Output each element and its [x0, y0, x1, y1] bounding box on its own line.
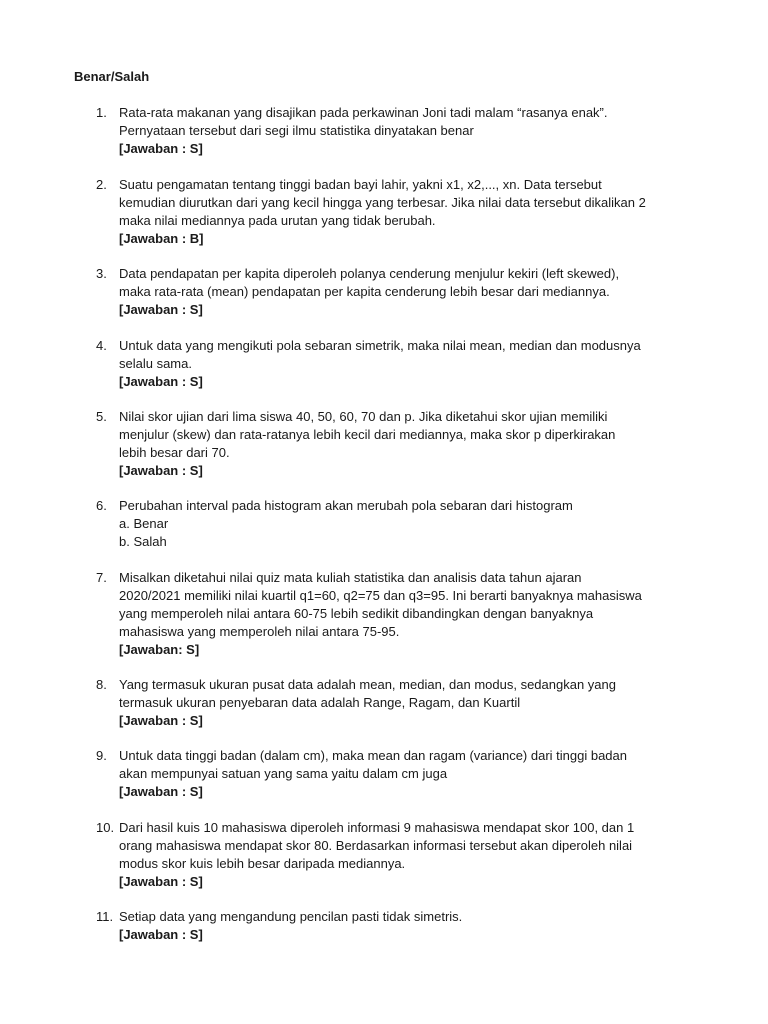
question-text-line: yang memperoleh nilai antara 60-75 lebih sedikit dibandingkan dengan banyaknya [119, 606, 594, 621]
question-text-line: 2020/2021 memiliki nilai kuartil q1=60, q2=75 dan q3=95. Ini berarti banyaknya mahasiswa [119, 588, 642, 603]
question-item [96, 408, 706, 480]
question-text-line: modus skor kuis lebih besar daripada mediannya. [119, 856, 406, 871]
question-text-line: maka rata-rata (mean) pendapatan per kapita cenderung lebih besar dari mediannya. [119, 284, 610, 299]
question-body [119, 569, 706, 659]
question-body [119, 676, 706, 730]
answer-label: [Jawaban : S] [119, 927, 203, 942]
answer-label: [Jawaban : S] [119, 784, 203, 799]
question-text-line: Data pendapatan per kapita diperoleh polanya cenderung menjulur kekiri (left skewed), [119, 266, 620, 281]
question-item [96, 747, 706, 801]
question-body [119, 104, 706, 158]
question-text-line: b. Salah [119, 534, 167, 549]
question-number: 9. [96, 748, 107, 763]
question-number: 3. [96, 266, 107, 281]
question-text-line: orang mahasiswa mendapat skor 80. Berdasarkan informasi tersebut akan diperoleh nilai [119, 838, 633, 853]
question-text-line: maka nilai mediannya pada urutan yang tidak berubah. [119, 213, 436, 228]
question-number: 4. [96, 338, 107, 353]
question-number: 1. [96, 105, 107, 120]
question-number: 7. [96, 570, 107, 585]
question-item [96, 908, 706, 944]
question-text-line: Dari hasil kuis 10 mahasiswa diperoleh informasi 9 mahasiswa mendapat skor 100, dan 1 [119, 820, 635, 835]
question-text-line: Perubahan interval pada histogram akan merubah pola sebaran dari histogram [119, 498, 573, 513]
question-body [119, 265, 706, 319]
question-number: 10. [96, 820, 115, 835]
question-text-line: Yang termasuk ukuran pusat data adalah mean, median, dan modus, sedangkan yang [119, 677, 616, 692]
question-text-line: Untuk data yang mengikuti pola sebaran simetrik, maka nilai mean, median dan modusnya [119, 338, 641, 353]
question-item [96, 497, 706, 551]
question-text-line: menjulur (skew) dan rata-ratanya lebih kecil dari mediannya, maka skor p diperkirakan [119, 427, 616, 442]
question-text-line: lebih besar dari 70. [119, 445, 230, 460]
question-text-line: Untuk data tinggi badan (dalam cm), maka mean dan ragam (variance) dari tinggi badan [119, 748, 627, 763]
question-text-line: akan mempunyai satuan yang sama yaitu dalam cm juga [119, 766, 448, 781]
question-text-line: Nilai skor ujian dari lima siswa 40, 50, 60, 70 dan p. Jika diketahui skor ujian memiliki [119, 409, 608, 424]
question-text-line: Pernyataan tersebut dari segi ilmu statistika dinyatakan benar [119, 123, 474, 138]
section-heading: Benar/Salah [74, 69, 150, 84]
question-item [96, 176, 706, 248]
answer-label: [Jawaban : S] [119, 374, 203, 389]
question-text-line: Suatu pengamatan tentang tinggi badan bayi lahir, yakni x1, x2,..., xn. Data tersebut [119, 177, 602, 192]
question-body [119, 819, 706, 891]
question-item [96, 569, 706, 659]
question-number: 11. [96, 909, 114, 924]
question-text-line: Setiap data yang mengandung pencilan pasti tidak simetris. [119, 909, 463, 924]
question-item [96, 104, 706, 158]
question-text-line: Rata-rata makanan yang disajikan pada perkawinan Joni tadi malam “rasanya enak”. [119, 105, 608, 120]
question-number: 5. [96, 409, 107, 424]
answer-label: [Jawaban : S] [119, 874, 203, 889]
question-body [119, 747, 706, 801]
question-body [119, 908, 706, 944]
question-text-line: a. Benar [119, 516, 169, 531]
question-text-line: mahasiswa yang memperoleh nilai antara 75-95. [119, 624, 400, 639]
question-item [96, 265, 706, 319]
question-text-line: selalu sama. [119, 356, 192, 371]
answer-label: [Jawaban : B] [119, 231, 204, 246]
question-body [119, 337, 706, 391]
question-body [119, 408, 706, 480]
question-text-line: termasuk ukuran penyebaran data adalah Range, Ragam, dan Kuartil [119, 695, 521, 710]
answer-label: [Jawaban : S] [119, 302, 203, 317]
question-item [96, 819, 706, 891]
answer-label: [Jawaban: S] [119, 642, 200, 657]
question-number: 6. [96, 498, 107, 513]
answer-label: [Jawaban : S] [119, 713, 203, 728]
answer-label: [Jawaban : S] [119, 141, 203, 156]
question-number: 2. [96, 177, 107, 192]
answer-label: [Jawaban : S] [119, 463, 203, 478]
question-body [119, 176, 706, 248]
question-item [96, 676, 706, 730]
question-number: 8. [96, 677, 107, 692]
question-text-line: Misalkan diketahui nilai quiz mata kuliah statistika dan analisis data tahun ajaran [119, 570, 582, 585]
question-body [119, 497, 706, 551]
question-text-line: kemudian diurutkan dari yang kecil hingga yang terbesar. Jika nilai data tersebut dikalikan 2 [119, 195, 646, 210]
question-item [96, 337, 706, 391]
